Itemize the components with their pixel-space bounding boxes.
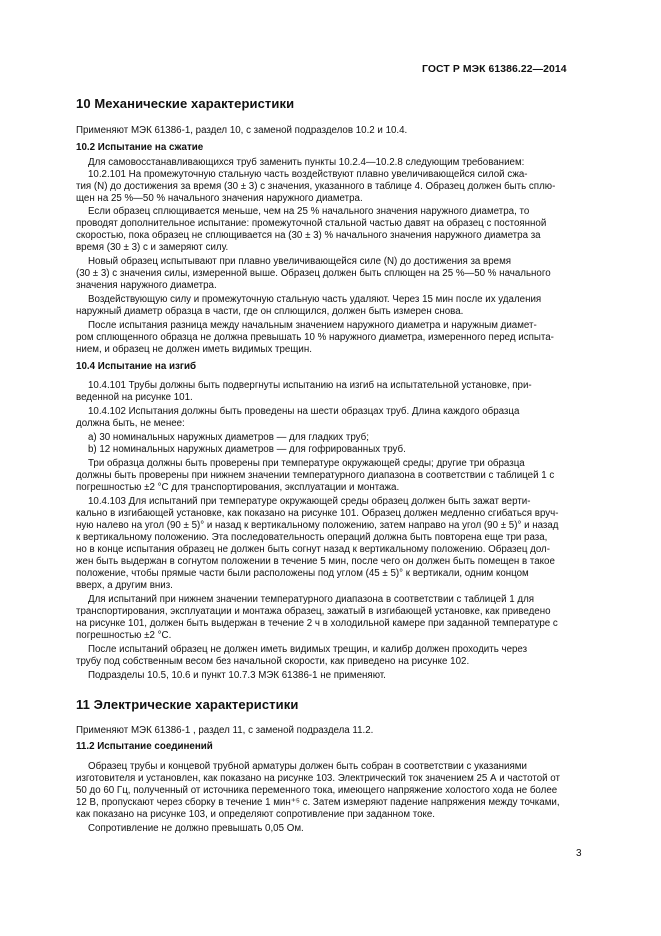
text-line: тия (N) до достижения за время (30 ± 3) с значения, указанного в таблице 4. Образец должен быть сплю- (76, 181, 556, 192)
text-line: (30 ± 3) с значения силы, измеренной выше. Образец должен быть сплющен на 25 %—50 % начального (76, 268, 551, 279)
text-line: скоростью, пока образец не сплющивается на (30 ± 3) % начального значения наружного диаметра за (76, 230, 541, 241)
text-line: 10.4.101 Трубы должны быть подвергнуты испытанию на изгиб на испытательной установке, при- (88, 380, 532, 391)
section-11-intro: Применяют МЭК 61386-1 , раздел 11, с заменой подраздела 11.2. (76, 725, 374, 736)
text-line: Подразделы 10.5, 10.6 и пункт 10.7.3 МЭК 61386-1 не применяют. (88, 670, 386, 681)
text-line: веденной на рисунке 101. (76, 392, 193, 403)
text-line: вверх, а другим вниз. (76, 580, 173, 591)
text-line: После испытаний образец не должен иметь видимых трещин, и калибр должен проходить через (88, 644, 528, 655)
text-line: 50 до 60 Гц, полученный от источника переменного тока, имеющего напряжение холостого хода не более (76, 785, 558, 796)
text-line: положение, чтобы прямые части были расположены под углом (45 ± 5)° к вертикали, одним концом (76, 568, 529, 579)
text-line: 10.4.102 Испытания должны быть проведены на шести образцах труб. Длина каждого образца (88, 406, 520, 417)
text-line: погрешностью ±2 °С для транспортирования, эксплуатации и монтажа. (76, 482, 400, 493)
section-11-title: 11 Электрические характеристики (76, 697, 299, 712)
subsection-10-2-title: 10.2 Испытание на сжатие (76, 142, 204, 153)
text-line: проводят дополнительное испытание: промежуточной стальной частью давят на образец с постоянной (76, 218, 547, 229)
text-line: должны быть проверены при нижнем значении температурного диапазона в соответствии с таблицей 1 с (76, 470, 555, 481)
subsection-10-4-title: 10.4 Испытание на изгиб (76, 361, 197, 372)
subsection-11-2-title: 11.2 Испытание соединений (76, 741, 213, 752)
text-line: как показано на рисунке 103, и определяют сопротивление при заданном токе. (76, 809, 436, 820)
text-line: время (30 ± 3) с и замеряют силу. (76, 242, 229, 253)
text-line: Три образца должны быть проверены при температуре окружающей среды; другие три образца (88, 458, 525, 469)
text-line: должна быть, не менее: (76, 418, 185, 429)
text-line: щен на 25 %—50 % начального значения наружного диаметра. (76, 193, 363, 204)
text-line: трубу под собственным весом без начальной скорости, как приведено на рисунке 102. (76, 656, 470, 667)
text-line: но в конце испытания образец не должен быть согнут назад к вертикальному положению. Образец дол- (76, 544, 550, 555)
text-line: 10.2.101 На промежуточную стальную часть воздействуют плавно увеличивающейся силой сжа- (88, 169, 528, 180)
text-line: Новый образец испытывают при плавно увеличивающейся силе (N) до достижения за время (88, 256, 512, 267)
page-number: 3 (576, 848, 582, 859)
text-line: транспортирования, эксплуатации и монтажа образец, зажатый в изгибающей установке, как приведено (76, 606, 551, 617)
text-line: на рисунке 101, должен быть выдержан в течение 2 ч в холодильной камере при заданной температуре с (76, 618, 558, 629)
list-item: a) 30 номинальных наружных диаметров — для гладких труб; (88, 432, 369, 443)
text-line: Если образец сплющивается меньше, чем на 25 % начального значения наружного диаметра, то (88, 206, 530, 217)
text-line: Для самовосстанавливающихся труб заменить пункты 10.2.4—10.2.8 следующим требованием: (88, 157, 525, 168)
text-line: погрешностью ±2 °С. (76, 630, 172, 641)
list-item: b) 12 номинальных наружных диаметров — для гофрированных труб. (88, 444, 406, 455)
section-10-intro: Применяют МЭК 61386-1, раздел 10, с заменой подразделов 10.2 и 10.4. (76, 125, 408, 136)
text-line: к вертикальному положению. Эта последовательность операций должна быть повторена еще три раза, (76, 532, 548, 543)
text-line: кально в изгибающей установке, как показано на рисунке 101. Образец должен медленно сгибаться вруч- (76, 508, 559, 519)
text-line: ром сплющенного образца не должна превышать 10 % наружного диаметра, измеренного перед испыта- (76, 332, 554, 343)
text-line: изготовителя и установлен, как показано на рисунке 103. Электрический ток значением 25 А и частотой от (76, 773, 560, 784)
text-line: Сопротивление не должно превышать 0,05 Ом. (88, 823, 304, 834)
text-line: наружный диаметр образца в части, где он сплющился, должен быть измерен снова. (76, 306, 464, 317)
text-line: Для испытаний при нижнем значении температурного диапазона в соответствии с таблицей 1 для (88, 594, 535, 605)
document-header: ГОСТ Р МЭК 61386.22—2014 (422, 64, 567, 75)
section-10-title: 10 Механические характеристики (76, 96, 295, 111)
text-line: значения наружного диаметра. (76, 280, 217, 291)
text-line: нием, и образец не должен иметь видимых трещин. (76, 344, 312, 355)
text-line: ную налево на угол (90 ± 5)° и назад к вертикальному положению, затем направо на угол (90 ± 5)° и назад (76, 520, 559, 531)
text-line: После испытания разница между начальным значением наружного диаметра и наружным диамет- (88, 320, 537, 331)
text-line: 12 В, пропускают через сборку в течение 1 мин⁺⁵ с. Затем измеряют падение напряжения между точками, (76, 797, 560, 808)
text-line: 10.4.103 Для испытаний при температуре окружающей среды образец должен быть зажат верти- (88, 496, 531, 507)
text-line: жен быть выдержан в согнутом положении в течение 5 мин, после чего он должен быть помещен в такое (76, 556, 555, 567)
text-line: Образец трубы и концевой трубной арматуры должен быть собран в соответствии с указаниями (88, 761, 527, 772)
text-line: Воздействующую силу и промежуточную стальную часть удаляют. Через 15 мин после их удаления (88, 294, 542, 305)
